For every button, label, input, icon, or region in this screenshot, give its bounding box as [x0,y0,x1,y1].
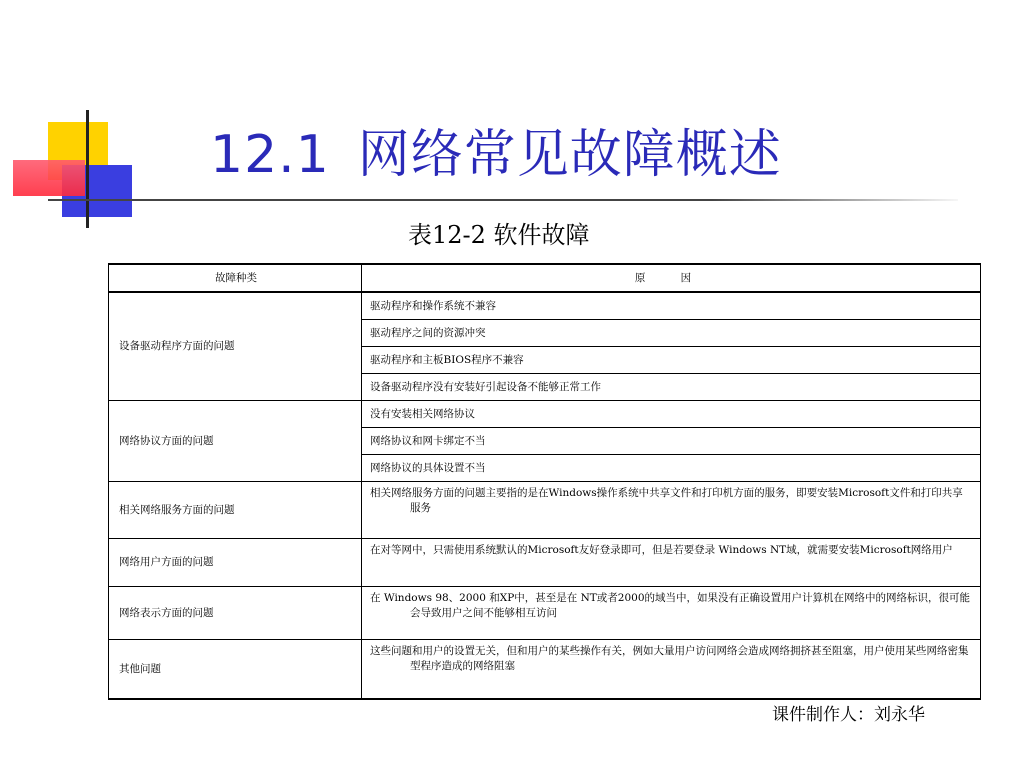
reason-text: 这些问题和用户的设置无关，但和用户的某些操作有关，例如大量用户访问网络会造成网络拥挤甚至阻塞，用户使用某些网络密集型程序造成的网络阻塞 [370,645,969,672]
reason-cell [362,640,981,700]
author-credit: 课件制作人：刘永华 [772,705,925,725]
header-reason [362,264,981,292]
slide-logo-decoration [0,0,170,240]
reason-text: 相关网络服务方面的问题主要指的是在Windows操作系统中共享文件和打印机方面的服务，即要安装Microsoft文件和打印共享服务 [370,487,963,514]
header-category: 故障种类 [109,264,362,292]
reason-cell [362,482,981,539]
table-row [109,482,981,539]
title-text: 网络常见故障概述 [357,125,782,185]
category-cell: 网络协议方面的问题 [109,401,362,482]
table-row [109,401,981,428]
reason-cell: 驱动程序之间的资源冲突 [362,320,981,347]
category-cell: 网络表示方面的问题 [109,587,362,640]
table-row [109,539,981,587]
reason-cell: 设备驱动程序没有安装好引起设备不能够正常工作 [362,374,981,401]
reason-cell: 网络协议的具体设置不当 [362,455,981,482]
table-row [109,587,981,640]
reason-text: 在对等网中，只需使用系统默认的Microsoft友好登录即可，但是若要登录 Windows NT域，就需要安装Microsoft网络用户 [370,544,953,556]
reason-cell: 没有安装相关网络协议 [362,401,981,428]
table-header-row [109,264,981,292]
title-underline-fade [110,199,970,201]
header-reason-label: 原 因 [634,271,708,284]
reason-cell [362,587,981,640]
category-cell: 设备驱动程序方面的问题 [109,292,362,401]
reason-cell: 驱动程序和主板BIOS程序不兼容 [362,347,981,374]
reason-cell [362,539,981,587]
category-cell: 网络用户方面的问题 [109,539,362,587]
reason-cell: 网络协议和网卡绑定不当 [362,428,981,455]
logo-red-square [13,160,85,196]
reason-cell: 驱动程序和操作系统不兼容 [362,292,981,320]
title-number: 12.1 [210,125,330,185]
category-cell: 相关网络服务方面的问题 [109,482,362,539]
category-cell: 其他问题 [109,640,362,700]
table-row [109,640,981,700]
slide-title [210,112,782,187]
table-caption: 表12-2 软件故障 [408,221,590,249]
software-faults-table [108,263,981,700]
reason-text: 在 Windows 98、2000 和XP中，甚至是在 NT或者2000的域当中，如果没有正确设置用户计算机在网络中的网络标识，很可能会导致用户之间不能够相互访问 [370,592,971,619]
table-row [109,292,981,320]
logo-vertical-line [86,110,89,228]
